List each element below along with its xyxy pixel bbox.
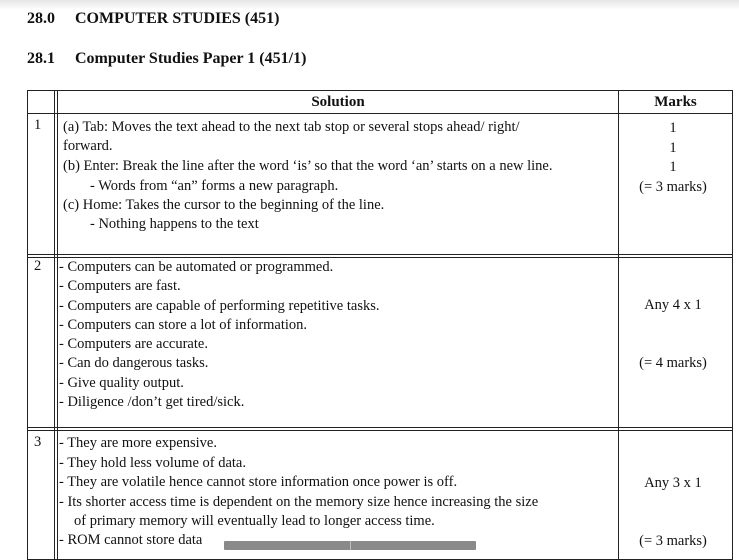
horizontal-scrollbar-thumb[interactable]	[224, 541, 476, 550]
subsection-heading	[27, 50, 306, 68]
header-rule	[28, 113, 732, 114]
row-rule	[28, 430, 732, 431]
solution-line: - Words from “an” forms a new paragraph.	[90, 178, 339, 194]
solution-line: - They are more expensive.	[59, 435, 217, 451]
question-number: 1	[34, 117, 42, 133]
row-rule	[28, 427, 732, 428]
solution-line: - Computers are capable of performing repetitive tasks.	[59, 298, 380, 314]
subsection-title: Computer Studies Paper 1 (451/1)	[75, 50, 307, 67]
mark-total: (= 3 marks)	[639, 533, 707, 549]
solution-line: (b) Enter: Break the line after the word ‘is’ so that the word ‘an’ starts on a new line.	[63, 158, 553, 174]
section-number: 28.0	[27, 10, 55, 27]
subsection-number: 28.1	[27, 50, 55, 67]
solution-line: - They hold less volume of data.	[59, 455, 246, 471]
solution-line: - They are volatile hence cannot store information once power is off.	[59, 474, 458, 490]
mark-value: 1	[669, 159, 677, 175]
window-top-edge	[0, 0, 739, 10]
row-rule	[28, 254, 732, 255]
solution-line: - ROM cannot store data	[59, 532, 203, 548]
column-rule	[57, 91, 58, 559]
solution-line: - Its shorter access time is dependent on the memory size hence increasing the size	[59, 494, 539, 510]
solution-line: - Computers are accurate.	[59, 336, 208, 352]
marking-scheme-table	[27, 90, 733, 560]
solution-line: - Nothing happens to the text	[90, 216, 259, 232]
solution-header: Solution	[311, 94, 365, 110]
solution-line: (a) Tab: Moves the text ahead to the next tab stop or several stops ahead/ right/	[63, 119, 520, 135]
solution-line: - Computers are fast.	[59, 278, 181, 294]
question-number: 3	[34, 434, 42, 450]
column-rule	[54, 91, 55, 559]
scrollbar-divider	[350, 541, 351, 550]
solution-line: - Diligence /don’t get tired/sick.	[59, 394, 245, 410]
solution-line: - Can do dangerous tasks.	[59, 355, 209, 371]
mark-total: (= 3 marks)	[639, 179, 707, 195]
mark-value: Any 4 x 1	[644, 297, 702, 313]
solution-line: (c) Home: Takes the cursor to the beginning of the line.	[63, 197, 385, 213]
question-number: 2	[34, 258, 42, 274]
solution-line: - Give quality output.	[59, 375, 184, 391]
section-heading	[27, 10, 279, 28]
solution-line: - Computers can be automated or programmed.	[59, 259, 334, 275]
section-title: COMPUTER STUDIES (451)	[75, 10, 280, 27]
marks-header: Marks	[654, 94, 697, 110]
solution-line: forward.	[63, 138, 113, 154]
solution-line: of primary memory will eventually lead to longer access time.	[74, 513, 435, 529]
mark-value: 1	[669, 120, 677, 136]
solution-line: - Computers can store a lot of information.	[59, 317, 308, 333]
mark-total: (= 4 marks)	[639, 355, 707, 371]
mark-value: Any 3 x 1	[644, 475, 702, 491]
mark-value: 1	[669, 140, 677, 156]
